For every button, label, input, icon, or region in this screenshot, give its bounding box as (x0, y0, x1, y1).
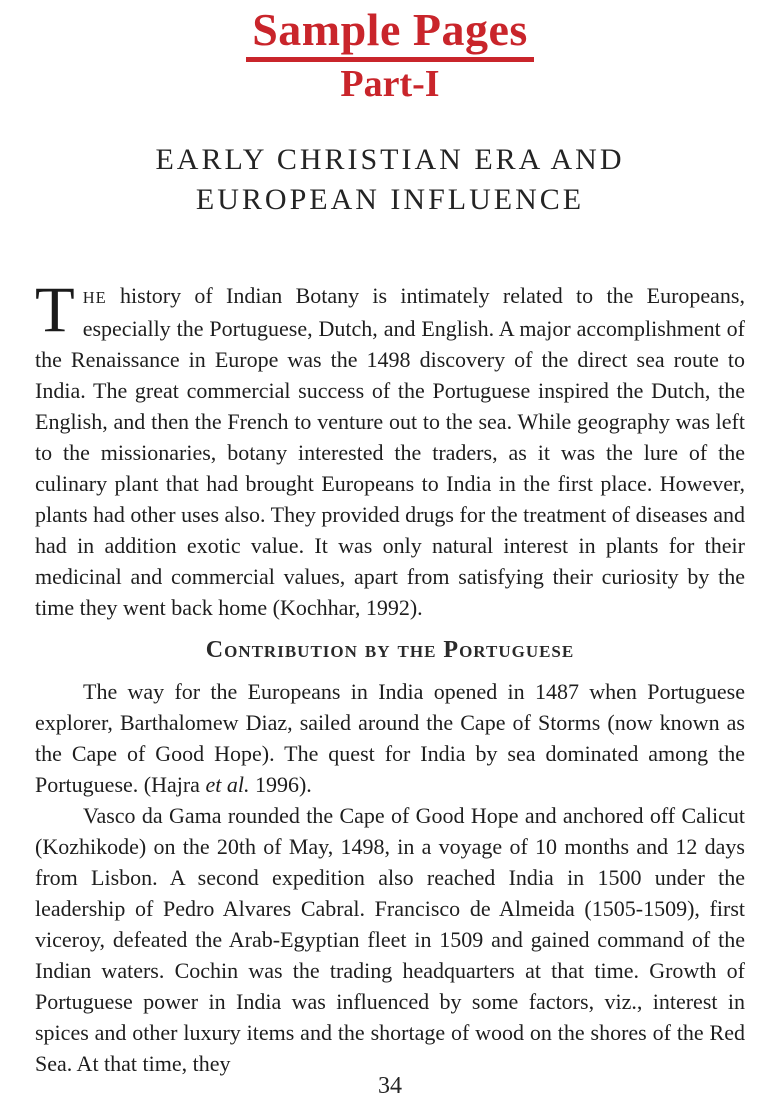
part-heading: Part-I (340, 63, 440, 106)
chapter-title (0, 140, 780, 220)
section-heading-contribution-portuguese: Contribution by the Portuguese (205, 637, 575, 664)
paragraph-europeans-1487 (35, 676, 745, 800)
lead-smallcaps: HE (82, 288, 107, 308)
sample-pages-banner (0, 6, 780, 62)
intro-paragraph (35, 274, 745, 623)
paragraph2-text-before: The way for the Europeans in India opened in 1487 when Portuguese explorer, Barthalomew Diaz, sailed around the Cape of Storms (now known as the Cape of Good Hope). The quest for India by sea dominated among the Portuguese. (Hajra (35, 679, 745, 798)
chapter-title-line2: EUROPEAN INFLUENCE (195, 183, 585, 217)
sample-pages-heading: Sample Pages (246, 6, 534, 62)
page-number: 34 (378, 1073, 402, 1099)
paragraph-vasco-da-gama: Vasco da Gama rounded the Cape of Good Hope and anchored off Calicut (Kozhikode) on the 20th of May, 1498, in a voyage of 10 months and 12 days from Lisbon. A second expedition also reached India in 1500 under the leadership of Pedro Alvares Cabral. Francisco de Almeida (1505-1509), first viceroy, defeated the Arab-Egyptian fleet in 1509 and gained command of the Indian waters. Cochin was the trading headquarters at that time. Growth of Portuguese power in India was influenced by some factors, viz., interest in spices and other luxury items and the shortage of wood on the shores of the Red Sea. At that time, they (35, 803, 745, 1077)
intro-paragraph-text: history of Indian Botany is intimately related to the Europeans, especially the Portuguese, Dutch, and English. A major accomplishment of the Renaissance in Europe was the 1498 discovery of the direct sea route to India. The great commercial success of the Portuguese inspired the Dutch, the English, and then the French to venture out to the sea. While geography was left to the missionaries, botany interested the traders, as it was the lure of the culinary plant that had brought Europeans to India in the first place. However, plants had other uses also. They provided drugs for the treatment of diseases and had in addition exotic value. It was only natural interest in plants for their medicinal and commercial values, apart from satisfying their curiosity by the time they went back home (Kochhar, 1992). (35, 283, 745, 621)
body-text-column (35, 274, 745, 1079)
paragraph2-text-after: 1996). (249, 772, 312, 798)
dropcap-letter: T (35, 274, 75, 347)
paragraph2-etal-italic: et al. (205, 772, 250, 798)
chapter-title-line1: EARLY CHRISTIAN ERA AND (155, 143, 625, 177)
